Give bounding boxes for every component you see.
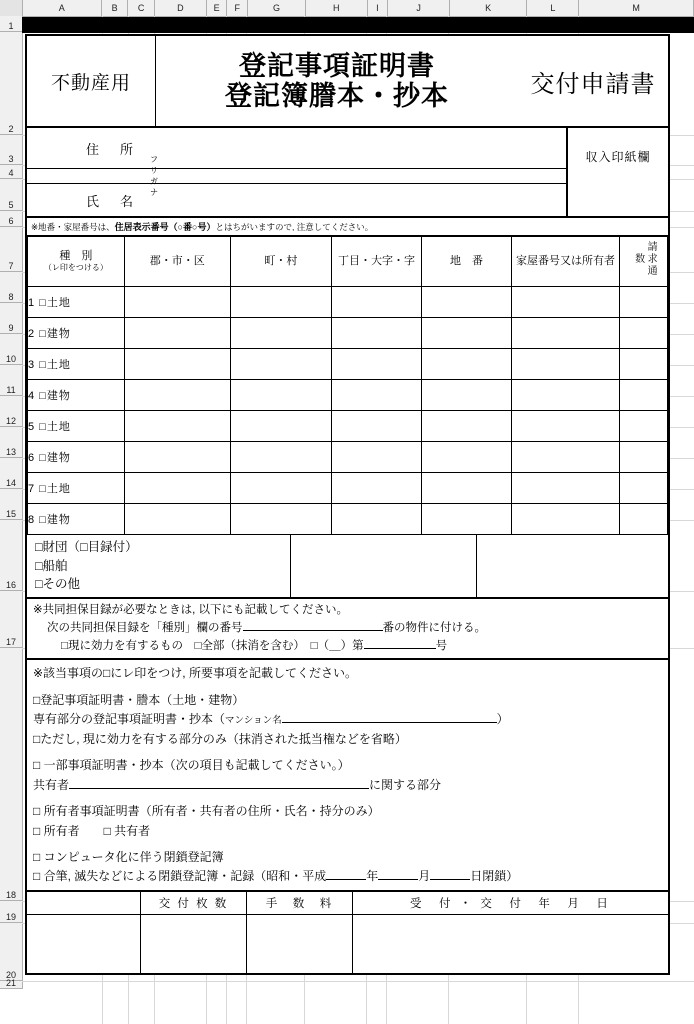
row-kind-4[interactable]: 4 □建物 (28, 379, 125, 410)
cell-town-4[interactable] (230, 379, 331, 410)
cell-house-8[interactable] (511, 503, 619, 534)
column-header-l[interactable]: L (527, 0, 579, 16)
address-label: 住 所 (85, 141, 137, 157)
group-partial-certificate (33, 756, 662, 795)
cell-house-6[interactable] (511, 441, 619, 472)
cell-city-2[interactable] (124, 317, 230, 348)
row-header-2[interactable]: 2 (0, 32, 22, 135)
title-line-2: 登記簿謄本・抄本 (225, 81, 449, 111)
row-header-1[interactable]: 1 (0, 16, 22, 32)
co-owner-line (33, 776, 662, 795)
cell-copies-2[interactable] (620, 317, 668, 348)
property-items-table (27, 236, 668, 535)
row-header-11[interactable]: 11 (0, 365, 22, 396)
row-header-19[interactable]: 19 (0, 901, 22, 923)
exclusive-part-line (33, 710, 662, 729)
row-header-12[interactable]: 12 (0, 396, 22, 427)
other-types-field-1[interactable] (290, 535, 476, 597)
footer-issued-sheets-value[interactable] (141, 915, 247, 973)
row-kind-2[interactable]: 2 □建物 (28, 317, 125, 348)
owner-or-co-owner-options[interactable]: □ 所有者 □ 共有者 (33, 823, 151, 838)
column-header-b[interactable]: B (102, 0, 128, 16)
cell-chome-6[interactable] (332, 441, 422, 472)
section2-heading: ※該当事項の□にレ印をつけ, 所要事項を記載してください。 (33, 666, 357, 681)
cell-copies-4[interactable] (620, 379, 668, 410)
table-row (28, 441, 668, 472)
joint-scope-options[interactable]: □現に効力を有するもの □全部（抹消を含む） □（＿）第 (61, 639, 364, 652)
row-header-16[interactable]: 16 (0, 520, 22, 591)
cell-lot-3[interactable] (422, 348, 512, 379)
cell-lot-7[interactable] (422, 472, 512, 503)
cell-lot-2[interactable] (422, 317, 512, 348)
row-header-14[interactable]: 14 (0, 458, 22, 489)
column-header-k[interactable]: K (450, 0, 527, 16)
joint-scope-input[interactable] (364, 648, 436, 649)
co-owner-suffix: に関する部分 (369, 777, 442, 792)
column-header-c[interactable]: C (128, 0, 154, 16)
cell-city-4[interactable] (124, 379, 230, 410)
applicant-block (27, 128, 668, 217)
checkbox-full-certificate[interactable]: □登記事項証明書・謄本（土地・建物） (33, 692, 245, 707)
th-house-or-owner: 家屋番号又は所有者 (511, 237, 619, 287)
row-header-18[interactable]: 18 (0, 648, 22, 901)
closed-registry-prefix[interactable]: □ 合筆, 滅失などによる閉鎖登記簿・記録（昭和・平成 (33, 869, 327, 884)
table-row (28, 286, 668, 317)
other-property-types-block (27, 535, 668, 599)
closed-registry-date-line (33, 867, 662, 886)
joint-collateral-section (27, 599, 668, 660)
group-owner-certificate (33, 802, 662, 841)
cell-chome-7[interactable] (332, 472, 422, 503)
cell-chome-1[interactable] (332, 286, 422, 317)
certificate-type-section (27, 660, 668, 891)
cell-town-2[interactable] (230, 317, 331, 348)
cell-city-5[interactable] (124, 410, 230, 441)
cell-city-7[interactable] (124, 472, 230, 503)
column-header-d[interactable]: D (155, 0, 207, 16)
checkbox-effective-only[interactable]: □ただし, 現に効力を有する部分のみ（抹消された抵当権などを省略） (33, 731, 407, 746)
note-prefix: ※地番・家屋番号は、 (31, 222, 115, 232)
row-kind-3[interactable]: 3 □土地 (28, 348, 125, 379)
mansion-name-input[interactable] (282, 722, 497, 723)
checkbox-partial-certificate[interactable]: □ 一部事項証明書・抄本（次の項目も記載してください。） (33, 758, 350, 773)
cell-lot-6[interactable] (422, 441, 512, 472)
co-owner-input[interactable] (69, 788, 369, 789)
name-row (27, 183, 566, 216)
row-header-15[interactable]: 15 (0, 489, 22, 520)
row-kind-7[interactable]: 7 □土地 (28, 472, 125, 503)
cell-lot-5[interactable] (422, 410, 512, 441)
joint-number-input[interactable] (243, 630, 383, 631)
cell-city-1[interactable] (124, 286, 230, 317)
row-kind-6[interactable]: 6 □建物 (28, 441, 125, 472)
note-bold: 住居表示番号（○番○号） (114, 222, 216, 232)
exclusive-part-prefix: 専有部分の登記事項証明書・抄本（ (33, 712, 226, 727)
th-kind (28, 237, 125, 287)
group-full-certificate (33, 691, 662, 749)
cell-lot-4[interactable] (422, 379, 512, 410)
table-row (28, 410, 668, 441)
th-copies-label: 請求通数 (632, 241, 657, 277)
cell-chome-5[interactable] (332, 410, 422, 441)
cell-town-8[interactable] (230, 503, 331, 534)
cell-copies-7[interactable] (620, 472, 668, 503)
exclusive-part-suffix: ） (496, 712, 509, 727)
column-header-j[interactable]: J (388, 0, 450, 16)
cell-house-2[interactable] (511, 317, 619, 348)
cell-copies-5[interactable] (620, 410, 668, 441)
furigana-input[interactable] (150, 169, 566, 183)
co-owner-prefix: 共有者 (33, 777, 70, 792)
header-black-band (22, 17, 694, 33)
title-line-1: 登記事項証明書 (239, 50, 435, 81)
column-header-row (0, 0, 694, 17)
row-header-3[interactable]: 3 (0, 135, 22, 165)
closed-month-input[interactable] (378, 879, 418, 880)
th-chome: 丁目・大字・字 (332, 237, 422, 287)
footer-issued-sheets-label: 交 付 枚 数 (141, 892, 247, 914)
joint-note-line: ※共同担保目録が必要なときは, 以下にも記載してください。 (33, 604, 349, 616)
table-row (28, 348, 668, 379)
row-header-17[interactable]: 17 (0, 591, 22, 648)
registry-application-form (25, 34, 670, 975)
column-header-a[interactable]: A (23, 0, 102, 16)
other-types-checkboxes (27, 535, 290, 597)
row-header-7[interactable]: 7 (0, 227, 22, 272)
cell-city-6[interactable] (124, 441, 230, 472)
column-header-f[interactable]: F (227, 0, 248, 16)
mansion-name-label: マンション名 (225, 715, 282, 727)
cell-chome-8[interactable] (332, 503, 422, 534)
column-header-i[interactable]: I (368, 0, 389, 16)
row-header-21[interactable]: 21 (0, 981, 22, 989)
revenue-stamp-area[interactable]: 収入印紙欄 (566, 128, 668, 216)
closed-day-input[interactable] (430, 879, 470, 880)
applicant-fields (27, 128, 566, 216)
th-lot: 地 番 (422, 237, 512, 287)
joint-number-suffix: 番の物件に付ける。 (382, 621, 486, 634)
closed-day-label: 日閉鎖） (470, 869, 519, 884)
name-label: 氏 名 (27, 183, 147, 216)
cell-lot-8[interactable] (422, 503, 512, 534)
footer-fee-value[interactable] (247, 915, 353, 973)
row-header-8[interactable]: 8 (0, 272, 22, 303)
table-row (28, 379, 668, 410)
column-header-g[interactable]: G (248, 0, 306, 16)
checkbox-sonota[interactable]: □その他 (35, 577, 81, 592)
footer-receipt-date-value[interactable] (353, 915, 668, 973)
footer-blank-value[interactable] (27, 915, 141, 973)
joint-scope-line (33, 638, 662, 656)
row-header-10[interactable]: 10 (0, 334, 22, 365)
table-header-row (28, 237, 668, 287)
cell-house-3[interactable] (511, 348, 619, 379)
row-header-4[interactable]: 4 (0, 165, 22, 179)
joint-number-prefix: 次の共同担保目録を「種別」欄の番号 (47, 621, 243, 634)
footer-header-row (27, 892, 668, 915)
cell-copies-1[interactable] (620, 286, 668, 317)
footer-fee-label: 手 数 料 (247, 892, 353, 914)
column-header-m[interactable]: M (579, 0, 694, 16)
table-row (28, 317, 668, 348)
row-header-column (0, 16, 23, 989)
table-row (28, 503, 668, 534)
row-kind-5[interactable]: 5 □土地 (28, 410, 125, 441)
checkbox-owner-certificate[interactable]: □ 所有者事項証明書（所有者・共有者の住所・氏名・持分のみ） (33, 804, 380, 819)
th-city: 郡・市・区 (124, 237, 230, 287)
footer-blank-cell (27, 892, 141, 914)
cell-city-3[interactable] (124, 348, 230, 379)
select-all-corner[interactable] (0, 0, 23, 16)
joint-number-line (33, 620, 662, 638)
table-row (28, 472, 668, 503)
column-header-e[interactable]: E (207, 0, 228, 16)
checkbox-computerized-closed[interactable]: □ コンピュータ化に伴う閉鎖登記簿 (33, 849, 224, 864)
group-closed-registry (33, 848, 662, 887)
form-title-block (27, 36, 668, 128)
other-types-field-2[interactable] (476, 535, 668, 597)
row-header-9[interactable]: 9 (0, 303, 22, 334)
row-header-5[interactable]: 5 (0, 179, 22, 211)
title-main (156, 36, 518, 126)
cell-city-8[interactable] (124, 503, 230, 534)
address-input[interactable] (147, 128, 566, 168)
th-copies (620, 237, 668, 287)
row-header-13[interactable]: 13 (0, 427, 22, 458)
closed-year-label: 年 (366, 869, 379, 884)
row-header-6[interactable]: 6 (0, 211, 22, 227)
name-input[interactable] (147, 183, 566, 217)
cell-copies-3[interactable] (620, 348, 668, 379)
row-kind-1[interactable]: 1 □土地 (28, 286, 125, 317)
column-header-h[interactable]: H (306, 0, 368, 16)
footer-value-row (27, 915, 668, 973)
cell-chome-2[interactable] (332, 317, 422, 348)
furigana-row (27, 155, 566, 197)
closed-month-label: 月 (418, 869, 431, 884)
cell-chome-4[interactable] (332, 379, 422, 410)
cell-house-4[interactable] (511, 379, 619, 410)
cell-town-6[interactable] (230, 441, 331, 472)
cell-house-5[interactable] (511, 410, 619, 441)
title-application-label: 交付申請書 (530, 70, 656, 98)
cell-town-7[interactable] (230, 472, 331, 503)
checkbox-senpaku[interactable]: □船舶 (35, 558, 68, 573)
furigana-label: フリガナ (150, 155, 158, 197)
note-suffix: とはちがいますので, 注意してください。 (215, 222, 374, 232)
cell-house-1[interactable] (511, 286, 619, 317)
title-usage-label: 不動産用 (27, 36, 156, 126)
cell-town-3[interactable] (230, 348, 331, 379)
th-kind-sub: （レ印をつける） (43, 263, 108, 273)
cell-copies-8[interactable] (620, 503, 668, 534)
cell-lot-1[interactable] (422, 286, 512, 317)
row-kind-8[interactable]: 8 □建物 (28, 503, 125, 534)
joint-scope-suffix: 号 (435, 639, 448, 652)
cell-town-5[interactable] (230, 410, 331, 441)
cell-town-1[interactable] (230, 286, 331, 317)
row-header-20[interactable]: 20 (0, 923, 22, 981)
address-number-note (27, 217, 668, 236)
cell-house-7[interactable] (511, 472, 619, 503)
closed-year-input[interactable] (326, 879, 366, 880)
checkbox-zaidan[interactable]: □財団（□目録付） (35, 539, 138, 554)
cell-copies-6[interactable] (620, 441, 668, 472)
cell-chome-3[interactable] (332, 348, 422, 379)
th-town: 町・村 (230, 237, 331, 287)
footer-receipt-date-label: 受 付 ・ 交 付 年 月 日 (410, 897, 611, 910)
th-kind-main: 種 別 (59, 249, 93, 262)
